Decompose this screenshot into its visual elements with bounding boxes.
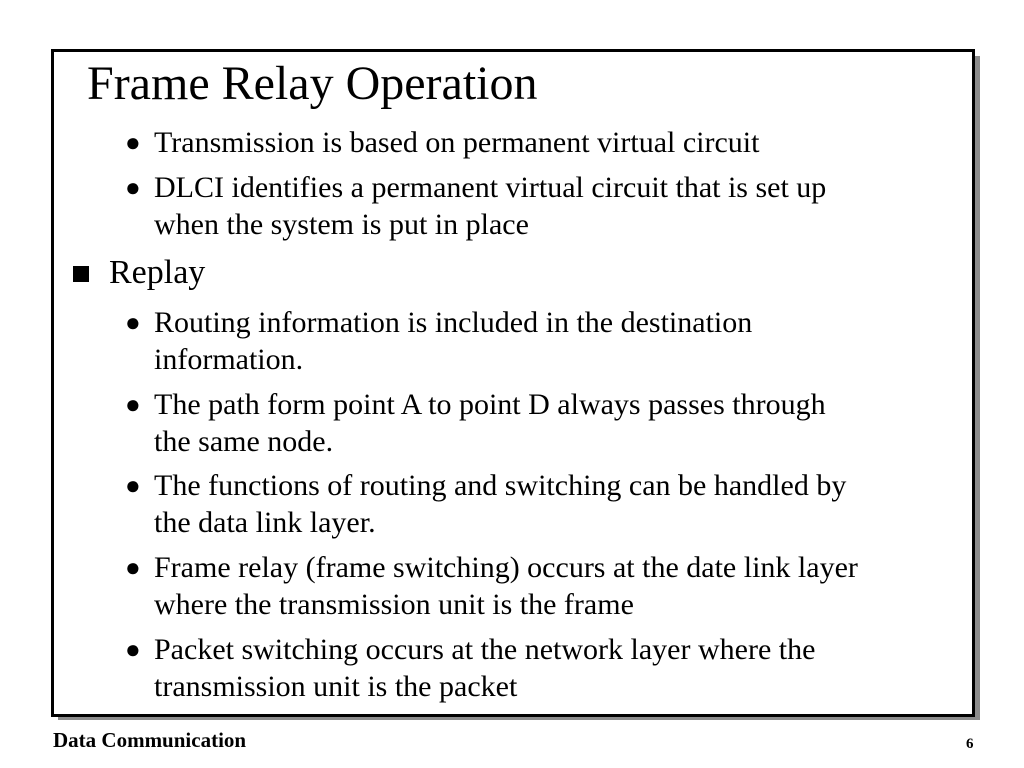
bullet-text-line: the same node.: [154, 425, 334, 458]
bullet-replay: [71, 253, 205, 293]
bullet-text-line: Packet switching occurs at the network layer where the: [154, 633, 816, 666]
bullet-text-line: the data link layer.: [154, 506, 376, 539]
bullet-text-line: DLCI identifies a permanent virtual circuit that is set up: [154, 171, 827, 204]
bullet-dot-icon: ●: [125, 390, 141, 419]
bullet-text-line: where the transmission unit is the frame: [154, 588, 634, 621]
bullet-text-line: Replay: [109, 254, 206, 291]
bullet-text-line: The path form point A to point D always passes through: [154, 388, 826, 421]
bullet-text-line: The functions of routing and switching can be handled by: [154, 469, 847, 502]
bullet-transmission-pvc: [125, 124, 759, 161]
bullet-frame-relay: [125, 549, 858, 623]
bullet-dot-icon: ●: [125, 635, 141, 664]
slide-title: Frame Relay Operation: [87, 57, 538, 110]
bullet-text-line: information.: [154, 343, 304, 376]
bullet-dot-icon: ●: [125, 553, 141, 582]
bullet-dot-icon: ●: [125, 471, 141, 500]
bullet-routing-switching: [125, 467, 846, 541]
bullet-dot-icon: ●: [125, 308, 141, 337]
bullet-dot-icon: ●: [125, 173, 141, 202]
bullet-text-line: Routing information is included in the destination: [154, 306, 753, 339]
footer-course: Data Communication: [53, 728, 247, 752]
bullet-routing-info: [125, 304, 752, 378]
bullet-text-line: when the system is put in place: [154, 208, 529, 241]
bullet-square-icon: [73, 266, 89, 282]
bullet-packet-switching: [125, 631, 815, 705]
footer-page-number: 6: [966, 736, 974, 752]
bullet-text-line: Frame relay (frame switching) occurs at the date link layer: [154, 551, 858, 584]
bullet-path: [125, 386, 826, 460]
bullet-dot-icon: ●: [125, 128, 141, 157]
bullet-text-line: transmission unit is the packet: [154, 670, 518, 703]
bullet-dlci: [125, 169, 826, 243]
bullet-text-line: Transmission is based on permanent virtual circuit: [154, 126, 760, 159]
